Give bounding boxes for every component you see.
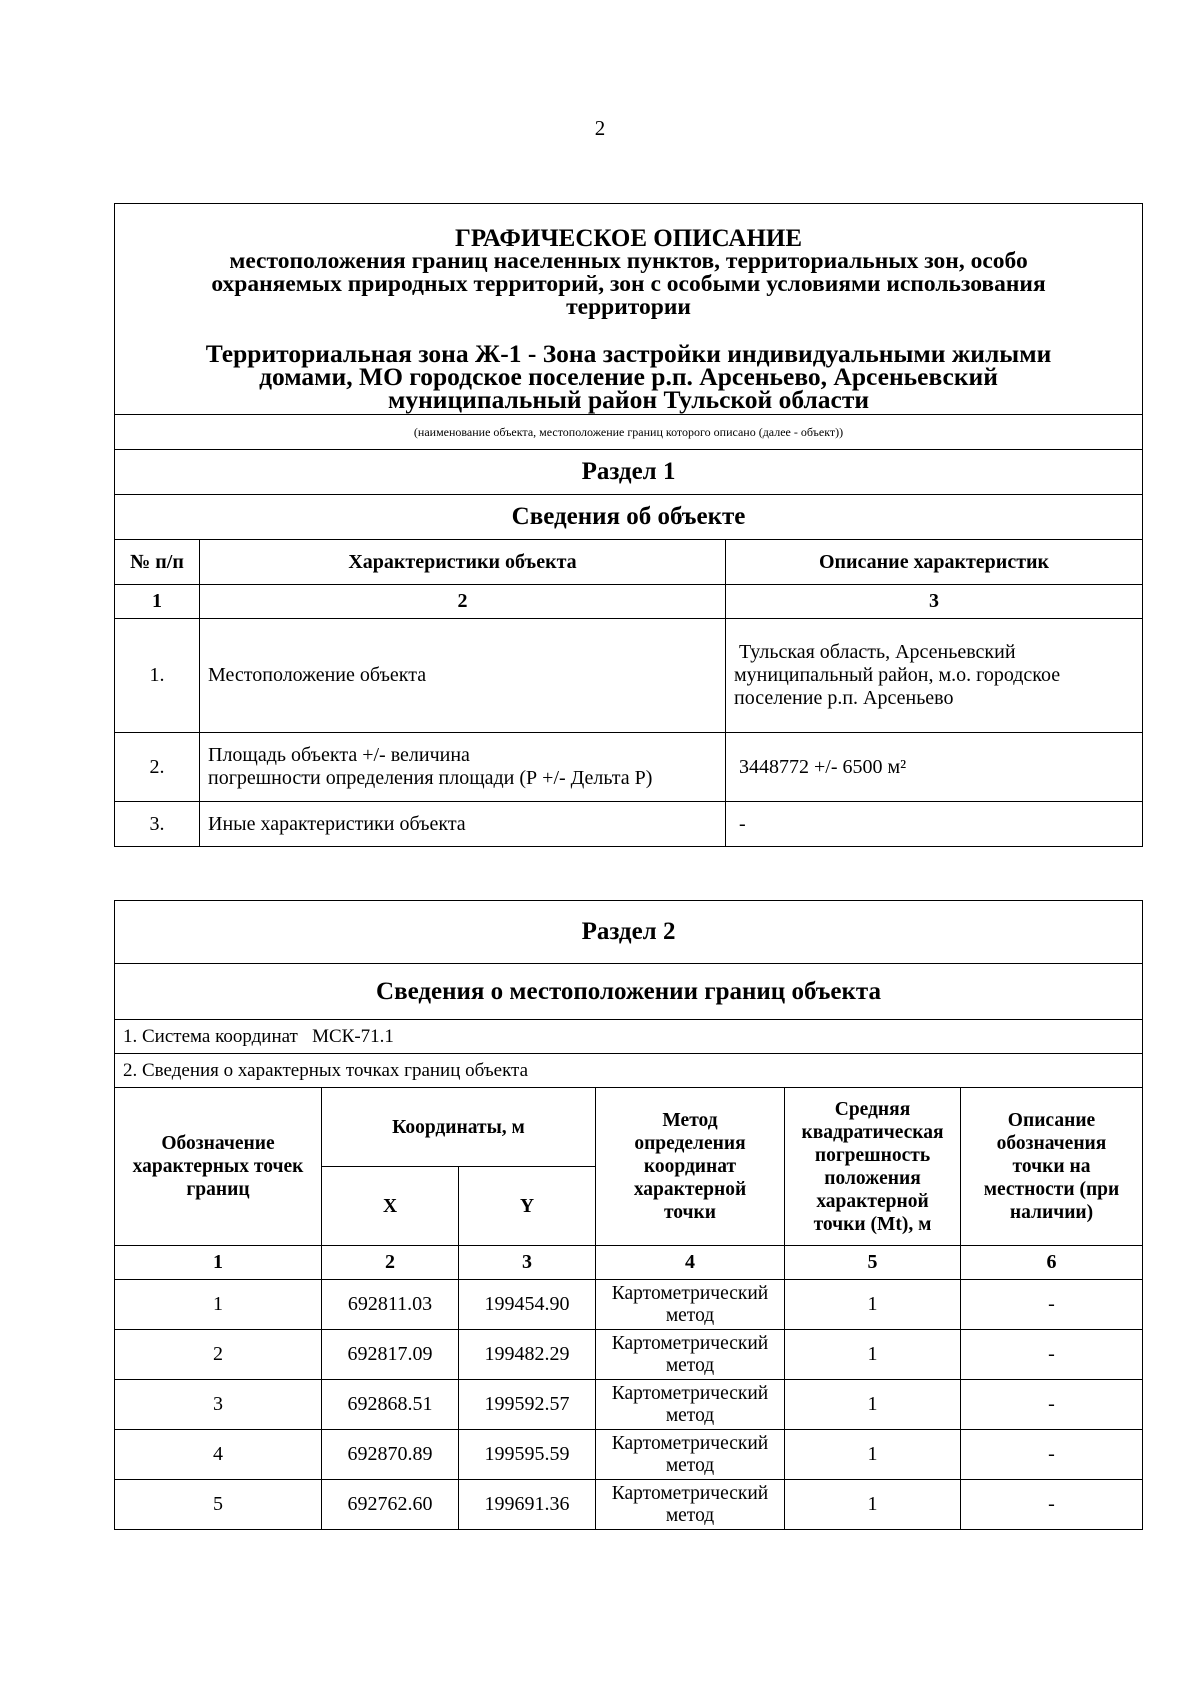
point-y: 199592.57 bbox=[459, 1380, 596, 1430]
document-header bbox=[115, 204, 1143, 415]
coordinate-system: 1. Система координат МСК-71.1 bbox=[115, 1020, 1143, 1054]
table-row bbox=[115, 1330, 1143, 1380]
row-description: - bbox=[726, 802, 1143, 847]
point-x: 692870.89 bbox=[322, 1430, 459, 1480]
section2-table bbox=[114, 900, 1143, 1530]
point-method: Картометрический метод bbox=[596, 1430, 785, 1480]
col-header-x: X bbox=[322, 1167, 459, 1246]
table-row bbox=[115, 733, 1143, 802]
col-number: 5 bbox=[785, 1246, 961, 1280]
point-method: Картометрический метод bbox=[596, 1480, 785, 1530]
point-id: 4 bbox=[115, 1430, 322, 1480]
point-method: Картометрический метод bbox=[596, 1380, 785, 1430]
point-id: 3 bbox=[115, 1380, 322, 1430]
document-title: ГРАФИЧЕСКОЕ ОПИСАНИЕ bbox=[454, 225, 803, 252]
object-name-line: домами, МО городское поселение р.п. Арсеньево, Арсеньевский bbox=[259, 362, 998, 391]
section2-title: Раздел 2 bbox=[115, 901, 1143, 964]
point-id: 5 bbox=[115, 1480, 322, 1530]
point-id: 1 bbox=[115, 1280, 322, 1330]
points-title: 2. Сведения о характерных точках границ объекта bbox=[115, 1054, 1143, 1088]
subtitle-line: территории bbox=[566, 294, 691, 320]
object-name-line: муниципальный район Тульской области bbox=[387, 385, 870, 414]
point-description: - bbox=[961, 1430, 1143, 1480]
point-mt: 1 bbox=[785, 1380, 961, 1430]
col-header-method: Метод определения координат характерной точки bbox=[596, 1088, 785, 1246]
subtitle-line: охраняемых природных территорий, зон с особыми условиями использования bbox=[211, 271, 1046, 297]
point-x: 692817.09 bbox=[322, 1330, 459, 1380]
col-header-characteristic: Характеристики объекта bbox=[200, 540, 726, 585]
row-num: 2. bbox=[115, 733, 200, 802]
point-y: 199595.59 bbox=[459, 1430, 596, 1480]
col-header-y: Y bbox=[459, 1167, 596, 1246]
point-mt: 1 bbox=[785, 1280, 961, 1330]
row-num: 1. bbox=[115, 619, 200, 733]
col-header-description: Описание характеристик bbox=[726, 540, 1143, 585]
table-row bbox=[115, 802, 1143, 847]
col-number: 1 bbox=[115, 585, 200, 619]
point-description: - bbox=[961, 1480, 1143, 1530]
page-number: 2 bbox=[594, 116, 606, 140]
section1-table bbox=[114, 203, 1143, 847]
col-number: 1 bbox=[115, 1246, 322, 1280]
col-number: 4 bbox=[596, 1246, 785, 1280]
section1-subtitle: Сведения об объекте bbox=[115, 495, 1143, 540]
col-header-point: Обозначение характерных точек границ bbox=[115, 1088, 322, 1246]
col-number: 3 bbox=[726, 585, 1143, 619]
table-row bbox=[115, 1380, 1143, 1430]
table-row bbox=[115, 1480, 1143, 1530]
subtitle-line: местоположения границ населенных пунктов, территориальных зон, особо bbox=[229, 248, 1028, 274]
point-method: Картометрический метод bbox=[596, 1330, 785, 1380]
col-header-error: Средняя квадратическая погрешность положения характерной точки (Mt), м bbox=[785, 1088, 961, 1246]
point-y: 199454.90 bbox=[459, 1280, 596, 1330]
row-characteristic: Местоположение объекта bbox=[200, 619, 726, 733]
point-y: 199482.29 bbox=[459, 1330, 596, 1380]
table-row bbox=[115, 1430, 1143, 1480]
col-header-coordinates: Координаты, м bbox=[322, 1088, 596, 1167]
col-header-num: № п/п bbox=[115, 540, 200, 585]
point-description: - bbox=[961, 1380, 1143, 1430]
point-mt: 1 bbox=[785, 1480, 961, 1530]
point-method: Картометрический метод bbox=[596, 1280, 785, 1330]
point-x: 692868.51 bbox=[322, 1380, 459, 1430]
point-mt: 1 bbox=[785, 1430, 961, 1480]
col-header-point-description: Описание обозначения точки на местности (при наличии) bbox=[961, 1088, 1143, 1246]
section2-subtitle: Сведения о местоположении границ объекта bbox=[115, 964, 1143, 1020]
row-description: 3448772 +/- 6500 м² bbox=[726, 733, 1143, 802]
table-row bbox=[115, 619, 1143, 733]
point-description: - bbox=[961, 1330, 1143, 1380]
col-number: 3 bbox=[459, 1246, 596, 1280]
point-description: - bbox=[961, 1280, 1143, 1330]
col-number: 6 bbox=[961, 1246, 1143, 1280]
section1-title: Раздел 1 bbox=[115, 450, 1143, 495]
col-number: 2 bbox=[200, 585, 726, 619]
table-row bbox=[115, 1280, 1143, 1330]
row-description: Тульская область, Арсеньевский муниципальный район, м.о. городское поселение р.п. Арсеньево bbox=[726, 619, 1143, 733]
point-mt: 1 bbox=[785, 1330, 961, 1380]
object-name-line: Территориальная зона Ж-1 - Зона застройки индивидуальными жилыми bbox=[205, 339, 1052, 368]
col-number: 2 bbox=[322, 1246, 459, 1280]
point-x: 692762.60 bbox=[322, 1480, 459, 1530]
row-characteristic: Площадь объекта +/- величина погрешности определения площади (Р +/- Дельта Р) bbox=[200, 733, 726, 802]
point-id: 2 bbox=[115, 1330, 322, 1380]
row-num: 3. bbox=[115, 802, 200, 847]
object-note: (наименование объекта, местоположение границ которого описано (далее - объект)) bbox=[115, 415, 1143, 450]
point-x: 692811.03 bbox=[322, 1280, 459, 1330]
row-characteristic: Иные характеристики объекта bbox=[200, 802, 726, 847]
point-y: 199691.36 bbox=[459, 1480, 596, 1530]
